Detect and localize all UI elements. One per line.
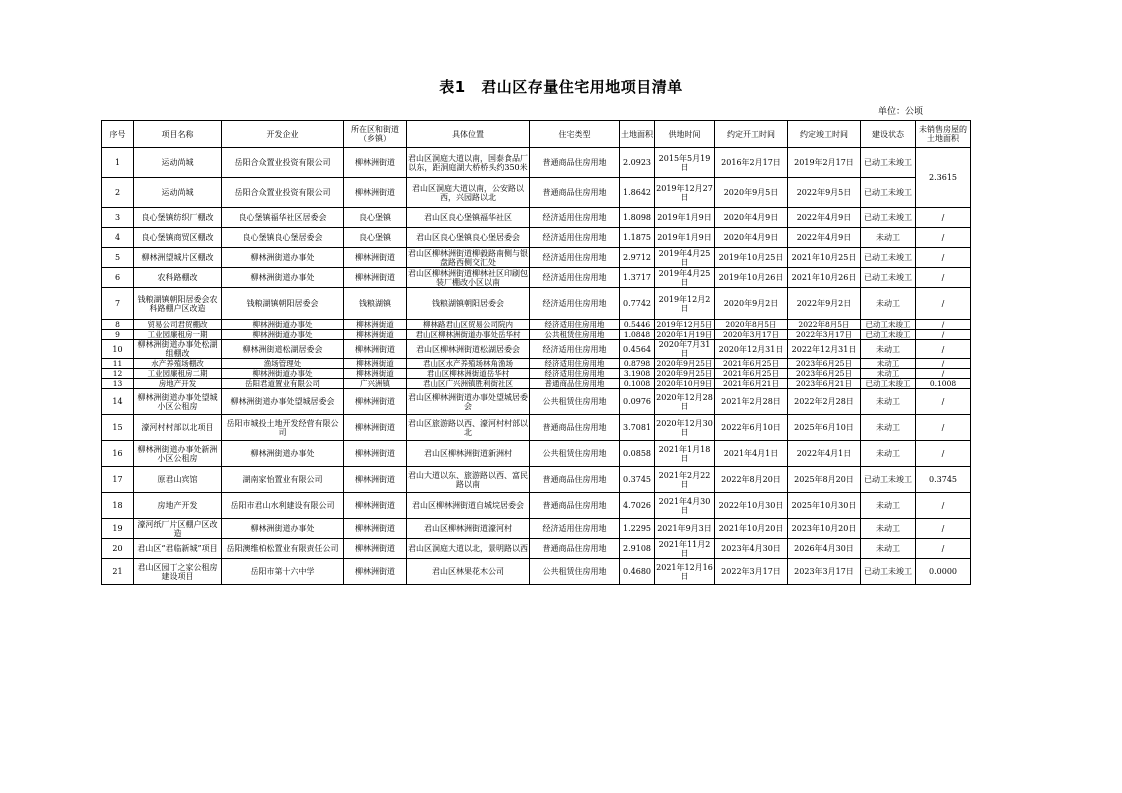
- cell-finish: 2023年6月25日: [788, 369, 861, 379]
- cell-no: 19: [102, 519, 134, 539]
- cell-type: 公共租赁住房用地: [530, 389, 620, 415]
- table-row: [102, 539, 971, 559]
- cell-name: 柳林洲街道办事处松湖组棚改: [134, 340, 222, 359]
- cell-street: 柳林洲街道: [344, 178, 407, 208]
- cell-no: 8: [102, 320, 134, 330]
- cell-company: 岳阳市第十六中学: [222, 559, 344, 585]
- cell-status: 已动工未竣工: [861, 330, 916, 340]
- cell-location: 君山区柳林洲街道松湖居委会: [407, 340, 530, 359]
- cell-area: 3.1908: [620, 369, 655, 379]
- cell-start: 2021年6月21日: [715, 379, 788, 389]
- cell-status: 未动工: [861, 389, 916, 415]
- cell-type: 经济适用住房用地: [530, 369, 620, 379]
- table-row: [102, 379, 971, 389]
- cell-location: 君山区柳林洲街道办事处望城居委会: [407, 389, 530, 415]
- cell-no: 20: [102, 539, 134, 559]
- cell-unsold: /: [916, 288, 971, 320]
- cell-status: 已动工未竣工: [861, 320, 916, 330]
- cell-status: 已动工未竣工: [861, 148, 916, 178]
- cell-company: 柳林洲街道办事处: [222, 441, 344, 467]
- cell-start: 2020年12月31日: [715, 340, 788, 359]
- cell-unsold: 0.0000: [916, 559, 971, 585]
- cell-street: 柳林洲街道: [344, 369, 407, 379]
- cell-type: 经济适用住房用地: [530, 359, 620, 369]
- cell-company: 岳阳合众置业投资有限公司: [222, 148, 344, 178]
- cell-type: 普通商品住房用地: [530, 539, 620, 559]
- cell-start: 2020年9月2日: [715, 288, 788, 320]
- cell-status: 未动工: [861, 359, 916, 369]
- cell-location: 君山区林果花木公司: [407, 559, 530, 585]
- cell-location: 君山区柳林洲街道柳毅路南侧与银盘路西侧交汇处: [408, 248, 528, 267]
- cell-unsold: 0.1008: [916, 379, 971, 389]
- table-row: [102, 389, 971, 415]
- cell-location: 君山区洞庭大道以北，景明路以西: [407, 539, 530, 559]
- cell-type: 公共租赁住房用地: [530, 441, 620, 467]
- cell-status: 未动工: [861, 369, 916, 379]
- cell-supply: 2021年12月16日: [655, 559, 715, 585]
- page-title: 表1 君山区存量住宅用地项目清单: [439, 78, 683, 96]
- cell-street: 柳林洲街道: [344, 493, 407, 519]
- cell-street: 柳林洲街道: [344, 330, 407, 340]
- cell-location: 君山区洞庭大道以南，公安路以西，兴园路以北: [407, 178, 530, 208]
- cell-finish: 2023年10月20日: [788, 519, 861, 539]
- header-cell: 具体位置: [407, 121, 530, 148]
- cell-unsold: /: [916, 320, 971, 330]
- cell-no: 14: [102, 389, 134, 415]
- cell-supply: 2020年1月19日: [655, 330, 715, 340]
- cell-unsold: /: [916, 441, 971, 467]
- cell-status: 未动工: [861, 519, 916, 539]
- cell-name: 柳林洲望城片区棚改: [134, 248, 222, 268]
- cell-status: 未动工: [861, 415, 916, 441]
- table-row: [102, 330, 971, 340]
- cell-no: 16: [102, 441, 134, 467]
- cell-no: 11: [102, 359, 134, 369]
- cell-company: 岳阳市城投土地开发经营有限公司: [222, 415, 344, 441]
- cell-finish: 2025年6月10日: [788, 415, 861, 441]
- header-cell: 约定竣工时间: [788, 121, 861, 148]
- table-row: [102, 320, 971, 330]
- cell-start: 2022年8月20日: [715, 467, 788, 493]
- cell-street: 柳林洲街道: [344, 268, 407, 288]
- cell-finish: 2022年9月5日: [788, 178, 861, 208]
- header-row: [102, 121, 971, 148]
- table-row: [102, 268, 971, 288]
- cell-finish: 2022年4月9日: [788, 208, 861, 228]
- cell-name: 良心堡镇纺织厂棚改: [134, 208, 222, 228]
- cell-area: 0.4564: [620, 340, 655, 359]
- project-table: [101, 120, 971, 585]
- cell-name: 原君山宾馆: [134, 467, 222, 493]
- cell-area: 2.9712: [620, 248, 655, 268]
- cell-status: 已动工未竣工: [861, 248, 916, 268]
- cell-location: 君山区洞庭大道以南，国泰食品厂以东，距洞庭湖大桥桥头约350米: [407, 148, 530, 178]
- cell-finish: 2022年9月2日: [788, 288, 861, 320]
- header-cell: 建设状态: [861, 121, 916, 148]
- cell-company: 柳林洲街道办事处望城居委会: [222, 389, 344, 415]
- cell-name: 君山区“君临新城”项目: [134, 539, 222, 559]
- cell-status: 已动工未竣工: [861, 208, 916, 228]
- cell-finish: 2022年3月17日: [788, 330, 861, 340]
- header-cell: 项目名称: [134, 121, 222, 148]
- cell-name: 贸易公司君贸棚改: [134, 320, 222, 330]
- cell-type: 普通商品住房用地: [530, 415, 620, 441]
- cell-street: 柳林洲街道: [344, 148, 407, 178]
- cell-no: 9: [102, 330, 134, 340]
- cell-status: 已动工未竣工: [861, 178, 916, 208]
- cell-street: 柳林洲街道: [344, 519, 407, 539]
- cell-supply: 2020年10月9日: [655, 379, 715, 389]
- cell-street: 柳林洲街道: [344, 467, 407, 493]
- cell-finish: 2022年12月31日: [788, 340, 861, 359]
- cell-company: 柳林洲街道办事处: [222, 330, 344, 340]
- cell-company: 湖南家怡置业有限公司: [222, 467, 344, 493]
- cell-finish: 2025年10月30日: [788, 493, 861, 519]
- cell-status: 已动工未竣工: [861, 559, 916, 585]
- table-row: [102, 178, 971, 208]
- cell-company: 良心堡镇福华社区居委会: [222, 208, 344, 228]
- header-cell: 开发企业: [222, 121, 344, 148]
- cell-area: 1.2295: [620, 519, 655, 539]
- cell-street: 良心堡镇: [344, 208, 407, 228]
- cell-location: 君山区水产养殖场林角渔场: [407, 359, 530, 369]
- cell-start: 2020年8月5日: [715, 320, 788, 330]
- table-row: [102, 248, 971, 268]
- cell-street: 柳林洲街道: [344, 320, 407, 330]
- cell-finish: 2019年2月17日: [788, 148, 861, 178]
- cell-street: 柳林洲街道: [344, 359, 407, 369]
- cell-location: 君山区柳林洲街道柳林社区印刷包装厂棚改小区以南: [408, 268, 528, 287]
- cell-area: 0.0976: [620, 389, 655, 415]
- cell-finish: 2021年10月26日: [788, 268, 861, 288]
- cell-finish: 2021年10月25日: [788, 248, 861, 268]
- cell-supply: 2015年5月19日: [655, 148, 715, 178]
- cell-unsold: 2.3615: [916, 148, 971, 208]
- cell-type: 经济适用住房用地: [530, 288, 620, 320]
- cell-street: 柳林洲街道: [344, 559, 407, 585]
- cell-street: 柳林洲街道: [344, 248, 407, 268]
- cell-type: 普通商品住房用地: [530, 178, 620, 208]
- table-row: [102, 288, 971, 320]
- cell-location: 钱粮湖镇朝阳居委会: [407, 288, 530, 320]
- header-cell: 序号: [102, 121, 134, 148]
- cell-type: 经济适用住房用地: [530, 228, 620, 248]
- cell-supply: 2019年12月2日: [655, 288, 715, 320]
- cell-start: 2019年10月25日: [715, 248, 788, 268]
- cell-status: 未动工: [861, 539, 916, 559]
- cell-area: 4.7026: [620, 493, 655, 519]
- cell-status: 已动工未竣工: [861, 467, 916, 493]
- cell-finish: 2023年6月25日: [788, 359, 861, 369]
- cell-supply: 2019年12月27日: [655, 178, 715, 208]
- cell-name: 运动尚城: [134, 178, 222, 208]
- header-cell: 所在区和街道（乡镇）: [344, 121, 407, 148]
- cell-type: 经济适用住房用地: [530, 208, 620, 228]
- cell-start: 2022年6月10日: [715, 415, 788, 441]
- cell-type: 经济适用住房用地: [530, 268, 620, 288]
- cell-supply: 2021年4月30日: [655, 493, 715, 519]
- cell-company: 柳林洲街道松湖居委会: [222, 340, 344, 359]
- cell-start: 2023年4月30日: [715, 539, 788, 559]
- cell-finish: 2026年4月30日: [788, 539, 861, 559]
- cell-start: 2021年6月25日: [715, 359, 788, 369]
- cell-street: 柳林洲街道: [344, 539, 407, 559]
- cell-name: 柳林洲街道办事处新洲小区公租房: [134, 441, 222, 467]
- cell-no: 4: [102, 228, 134, 248]
- cell-status: 已动工未竣工: [861, 268, 916, 288]
- cell-no: 21: [102, 559, 134, 585]
- cell-start: 2020年3月17日: [715, 330, 788, 340]
- cell-name: 房地产开发: [134, 379, 222, 389]
- cell-area: 0.8798: [620, 359, 655, 369]
- cell-status: 未动工: [861, 340, 916, 359]
- cell-type: 经济适用住房用地: [530, 519, 620, 539]
- cell-area: 0.1008: [620, 379, 655, 389]
- cell-finish: 2023年3月17日: [788, 559, 861, 585]
- cell-finish: 2023年6月21日: [788, 379, 861, 389]
- cell-start: 2021年2月28日: [715, 389, 788, 415]
- cell-area: 0.5446: [620, 320, 655, 330]
- table-row: [102, 228, 971, 248]
- cell-type: 普通商品住房用地: [530, 148, 620, 178]
- table-row: [102, 369, 971, 379]
- header-cell: 供地时间: [655, 121, 715, 148]
- cell-supply: 2020年9月25日: [655, 369, 715, 379]
- cell-finish: 2025年8月20日: [788, 467, 861, 493]
- cell-name: 柳林洲街道办事处望城小区公租房: [134, 389, 222, 415]
- cell-start: 2020年4月9日: [715, 228, 788, 248]
- cell-unsold: /: [916, 268, 971, 288]
- cell-type: 公共租赁住房用地: [530, 330, 620, 340]
- cell-no: 17: [102, 467, 134, 493]
- cell-company: 岳阳市君山水利建设有限公司: [222, 493, 344, 519]
- cell-type: 普通商品住房用地: [530, 467, 620, 493]
- cell-status: 未动工: [861, 441, 916, 467]
- cell-company: 柳林洲街道办事处: [222, 320, 344, 330]
- cell-name: 工业园廉租房二期: [134, 369, 222, 379]
- cell-name: 工业园廉租房一期: [134, 330, 222, 340]
- cell-name: 钱粮湖镇朝阳居委会农科路棚户区改造: [134, 288, 222, 320]
- cell-start: 2021年6月25日: [715, 369, 788, 379]
- cell-area: 2.9108: [620, 539, 655, 559]
- table-row: [102, 493, 971, 519]
- table-row: [102, 519, 971, 539]
- cell-finish: 2022年8月5日: [788, 320, 861, 330]
- cell-location: 君山大道以东、旅游路以西、富民路以南: [407, 467, 530, 493]
- cell-name: 农科路棚改: [134, 268, 222, 288]
- cell-street: 柳林洲街道: [344, 340, 407, 359]
- table-row: [102, 559, 971, 585]
- cell-area: 0.4680: [620, 559, 655, 585]
- cell-supply: 2021年11月2日: [655, 539, 715, 559]
- cell-unsold: 0.3745: [916, 467, 971, 493]
- cell-location: 君山区柳林洲街道自城垸居委会: [407, 493, 530, 519]
- table-row: [102, 208, 971, 228]
- table-row: [102, 340, 971, 359]
- cell-name: 濠河村村部以北项目: [134, 415, 222, 441]
- cell-no: 13: [102, 379, 134, 389]
- cell-start: 2022年3月17日: [715, 559, 788, 585]
- cell-area: 0.0858: [620, 441, 655, 467]
- cell-type: 经济适用住房用地: [530, 320, 620, 330]
- cell-company: 岳阳合众置业投资有限公司: [222, 178, 344, 208]
- cell-no: 12: [102, 369, 134, 379]
- cell-no: 5: [102, 248, 134, 268]
- cell-no: 10: [102, 340, 134, 359]
- cell-unsold: /: [916, 248, 971, 268]
- cell-status: 已动工未竣工: [861, 379, 916, 389]
- cell-street: 柳林洲街道: [344, 415, 407, 441]
- cell-location: 君山区柳林洲街道濠河村: [407, 519, 530, 539]
- cell-type: 普通商品住房用地: [530, 379, 620, 389]
- table-row: [102, 415, 971, 441]
- cell-finish: 2022年2月28日: [788, 389, 861, 415]
- cell-area: 3.7081: [620, 415, 655, 441]
- cell-street: 柳林洲街道: [344, 441, 407, 467]
- cell-location: 柳林路君山区贸易公司院内: [407, 320, 530, 330]
- cell-supply: 2021年1月18日: [655, 441, 715, 467]
- unit-label: 单位：公顷: [878, 107, 924, 117]
- cell-name: 水产养殖场棚改: [134, 359, 222, 369]
- cell-area: 1.1875: [620, 228, 655, 248]
- cell-location: 君山区旅游路以西、濠河村村部以北: [407, 415, 530, 441]
- cell-no: 7: [102, 288, 134, 320]
- cell-supply: 2019年12月5日: [655, 320, 715, 330]
- cell-area: 1.8642: [620, 178, 655, 208]
- cell-unsold: /: [916, 330, 971, 340]
- cell-supply: 2019年4月25日: [655, 268, 715, 288]
- header-cell: 约定开工时间: [715, 121, 788, 148]
- cell-location: 君山区良心堡镇福华社区: [407, 208, 530, 228]
- cell-company: 柳林洲街道办事处: [222, 369, 344, 379]
- cell-unsold: /: [916, 228, 971, 248]
- cell-name: 君山区园丁之家公租房建设项目: [134, 559, 222, 585]
- cell-location: 君山区广兴洲镇胜利街社区: [407, 379, 530, 389]
- header-cell: 未销售房屋的土地面积: [916, 121, 971, 148]
- cell-type: 经济适用住房用地: [530, 248, 620, 268]
- cell-area: 0.7742: [620, 288, 655, 320]
- cell-no: 18: [102, 493, 134, 519]
- table-row: [102, 148, 971, 178]
- cell-street: 广兴洲镇: [344, 379, 407, 389]
- cell-type: 公共租赁住房用地: [530, 559, 620, 585]
- table-row: [102, 359, 971, 369]
- cell-unsold: /: [916, 340, 971, 359]
- cell-no: 6: [102, 268, 134, 288]
- cell-area: 1.8098: [620, 208, 655, 228]
- cell-street: 钱粮湖镇: [344, 288, 407, 320]
- cell-location: 君山区柳林洲街道办事处岳华村: [407, 330, 530, 340]
- cell-company: 渔场管理处: [222, 359, 344, 369]
- cell-start: 2022年10月30日: [715, 493, 788, 519]
- cell-no: 15: [102, 415, 134, 441]
- cell-company: 柳林洲街道办事处: [222, 519, 344, 539]
- cell-supply: 2021年2月22日: [655, 467, 715, 493]
- cell-no: 1: [102, 148, 134, 178]
- cell-status: 未动工: [861, 493, 916, 519]
- cell-supply: 2020年7月31日: [655, 340, 715, 359]
- cell-unsold: /: [916, 539, 971, 559]
- cell-type: 普通商品住房用地: [530, 493, 620, 519]
- cell-supply: 2020年9月25日: [655, 359, 715, 369]
- cell-supply: 2019年1月9日: [655, 228, 715, 248]
- cell-supply: 2019年1月9日: [655, 208, 715, 228]
- cell-unsold: /: [916, 519, 971, 539]
- cell-company: 柳林洲街道办事处: [222, 248, 344, 268]
- cell-start: 2020年4月9日: [715, 208, 788, 228]
- cell-company: 岳阳君道置业有限公司: [222, 379, 344, 389]
- cell-supply: 2021年9月3日: [655, 519, 715, 539]
- cell-company: 钱粮湖镇朝阳居委会: [222, 288, 344, 320]
- cell-supply: 2020年12月28日: [655, 389, 715, 415]
- cell-start: 2021年10月20日: [715, 519, 788, 539]
- cell-supply: 2020年12月30日: [655, 415, 715, 441]
- cell-type: 经济适用住房用地: [530, 340, 620, 359]
- cell-unsold: /: [916, 208, 971, 228]
- cell-supply: 2019年4月25日: [655, 248, 715, 268]
- cell-company: 良心堡镇良心堡居委会: [222, 228, 344, 248]
- cell-start: 2021年4月1日: [715, 441, 788, 467]
- cell-street: 柳林洲街道: [344, 389, 407, 415]
- cell-no: 3: [102, 208, 134, 228]
- cell-no: 2: [102, 178, 134, 208]
- cell-company: 岳阳澳维柏松置业有限责任公司: [222, 539, 344, 559]
- cell-name: 房地产开发: [134, 493, 222, 519]
- header-cell: 住宅类型: [530, 121, 620, 148]
- cell-location: 君山区柳林洲街道新洲村: [407, 441, 530, 467]
- cell-unsold: /: [916, 493, 971, 519]
- cell-area: 0.3745: [620, 467, 655, 493]
- cell-area: 2.0923: [620, 148, 655, 178]
- cell-name: 运动尚城: [134, 148, 222, 178]
- cell-name: 濠河纸厂片区棚户区改造: [134, 519, 222, 539]
- cell-location: 君山区良心堡镇良心堡居委会: [407, 228, 530, 248]
- cell-start: 2016年2月17日: [715, 148, 788, 178]
- table-row: [102, 441, 971, 467]
- cell-finish: 2022年4月1日: [788, 441, 861, 467]
- cell-street: 良心堡镇: [344, 228, 407, 248]
- cell-unsold: /: [916, 415, 971, 441]
- cell-unsold: /: [916, 359, 971, 369]
- cell-area: 1.3717: [620, 268, 655, 288]
- cell-status: 未动工: [861, 228, 916, 248]
- cell-unsold: /: [916, 369, 971, 379]
- cell-status: 未动工: [861, 288, 916, 320]
- cell-finish: 2022年4月9日: [788, 228, 861, 248]
- header-cell: 土地面积: [620, 121, 655, 148]
- cell-name: 良心堡镇商贸区棚改: [134, 228, 222, 248]
- cell-location: 君山区柳林洲街道岳华村: [407, 369, 530, 379]
- cell-start: 2020年9月5日: [715, 178, 788, 208]
- cell-company: 柳林洲街道办事处: [222, 268, 344, 288]
- cell-start: 2019年10月26日: [715, 268, 788, 288]
- cell-unsold: /: [916, 389, 971, 415]
- table-row: [102, 467, 971, 493]
- cell-area: 1.0848: [620, 330, 655, 340]
